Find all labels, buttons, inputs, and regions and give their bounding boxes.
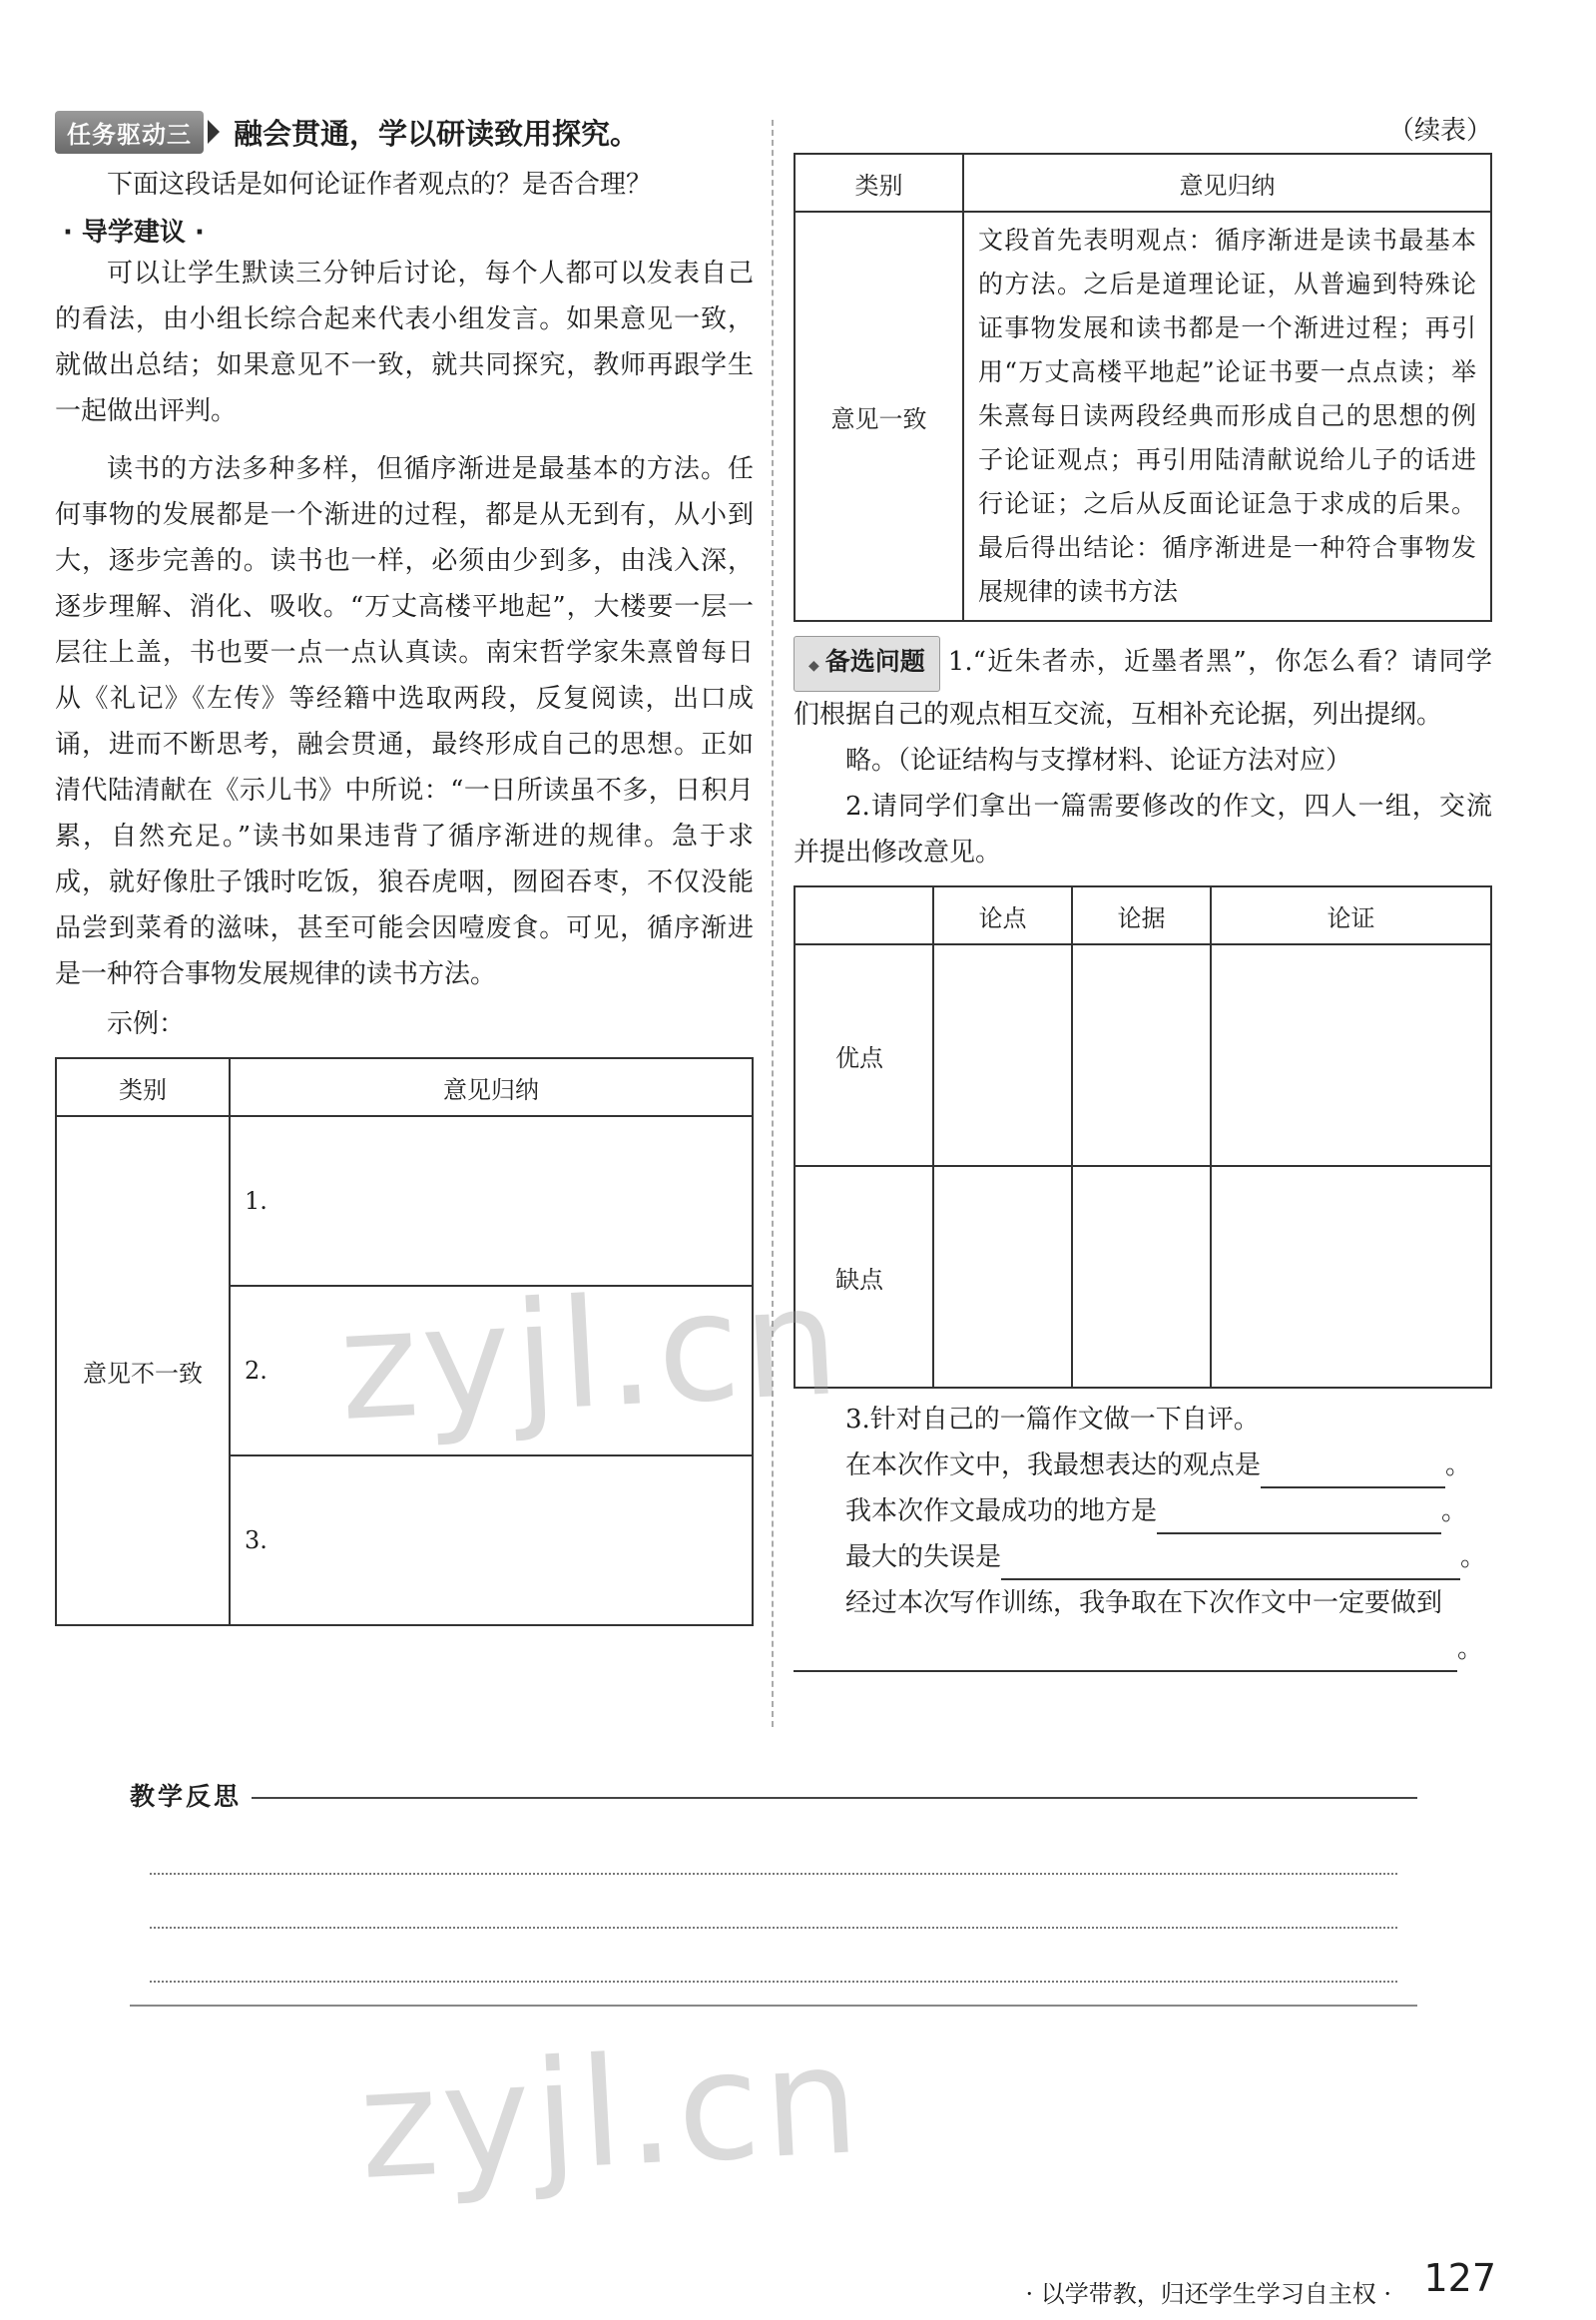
question-1-text: 1.“近朱者赤，近墨者黑”，你怎么看？请同学们根据自己的观点相互交流，互相补充论据，列出提纲。 [794,647,1492,730]
table-header: 论点 [933,886,1072,944]
prompt-text: 我本次作文最成功的地方是 [845,1496,1158,1526]
table-header: 论据 [1072,886,1211,944]
guide-text: 可以让学生默读三分钟后讨论，每个人都可以发表自己的看法，由小组长综合起来代表小组发言。如果意见一致，就做出总结；如果意见不一致，就共同探究，教师再跟学生一起做出评判。 [55,259,754,426]
prompt-text: 在本次作文中，我最想表达的观点是 [845,1450,1262,1480]
period: 。 [1460,1542,1487,1572]
answer-blank[interactable] [794,1640,1457,1672]
self-eval-line [794,1488,1492,1534]
self-eval-line [794,1626,1492,1672]
watermark: zyjl.cn [334,1254,847,1455]
answer-cell[interactable] [1072,1166,1211,1388]
table-header: 类别 [56,1058,230,1116]
prompt-text: 最大的失误是 [845,1542,1002,1572]
period: 。 [1457,1634,1484,1664]
table-header: 意见归纳 [230,1058,753,1116]
evaluation-table [794,885,1492,1389]
self-eval-line: 经过本次写作训练，我争取在下次作文中一定要做到 [845,1588,1443,1618]
answer-cell[interactable] [1211,1166,1491,1388]
row-label: 缺点 [795,1166,933,1388]
question-1 [794,636,1492,738]
answer-cell[interactable]: 1. [230,1116,753,1286]
writing-line[interactable] [150,1873,1397,1875]
page-number: 127 [1423,2256,1496,2300]
arrow-icon [208,120,220,144]
question-3: 3.针对自己的一篇作文做一下自评。 [845,1405,1260,1435]
answer-cell[interactable]: 3. [230,1455,753,1625]
period: 。 [1441,1496,1468,1526]
answer-blank[interactable] [1157,1502,1441,1534]
footer-slogan: · 以学带教，归还学生学习自主权 · [1025,2280,1391,2308]
right-column [794,110,1492,1672]
answer-cell[interactable] [933,944,1072,1166]
passage-text: 读书的方法多种多样，但循序渐进是最基本的方法。任何事物的发展都是一个渐进的过程，都是从无到有，从小到大，逐步完善的。读书也一样，必须由少到多，由浅入深，逐步理解、消化、吸收。“万丈高楼平地起”，大楼要一层一层往上盖，书也要一点一点认真读。南宋哲学家朱熹曾每日从《礼记》《左传》等经籍中选取两段，反复阅读，出口成诵，进而不断思考，融会贯通，最终形成自己的思想。正如清代陆清献在《示儿书》中所说：“一日所读虽不多，日积月累，自然充足。”读书如果违背了循序渐进的规律。急于求成，就好像肚子饿时吃饭，狼吞虎咽，囫囵吞枣，不仅没能品尝到菜肴的滋味，甚至可能会因噎废食。可见，循序渐进是一种符合事物发展规律的读书方法。 [55,454,754,989]
guide-label: · 导学建议 · [63,218,205,248]
answer-cell[interactable] [933,1166,1072,1388]
writing-line[interactable] [150,1981,1397,1983]
self-eval-line [794,1534,1492,1580]
reflection-title: 教学反思 [130,1782,243,1811]
question-2: 2.请同学们拿出一篇需要修改的作文，四人一组，交流并提出修改意见。 [794,792,1492,868]
question-text: 下面这段话是如何论证作者观点的？是否合理？ [107,170,653,200]
row-label: 意见一致 [795,212,963,621]
example-label: 示例： [107,1009,186,1039]
reflection-header [130,1777,1417,1813]
row-label: 优点 [795,944,933,1166]
reflection-rule [252,1797,1417,1799]
column-divider [772,120,774,1727]
answer-blank[interactable] [1261,1456,1445,1488]
answer-cell[interactable]: 2. [230,1286,753,1455]
teaching-reflection [130,1777,1417,2007]
answer-blank[interactable] [1001,1548,1460,1580]
reflection-bottom-rule [130,2005,1417,2007]
task-tag: 任务驱动三 [55,111,204,154]
table-header: 类别 [795,154,963,212]
answer-1: 略。（论证结构与支撑材料、论证方法对应） [845,746,1352,776]
answer-cell[interactable] [1211,944,1491,1166]
opinion-table-continued [794,153,1492,622]
period: 。 [1445,1450,1472,1480]
task-title: 融会贯通，学以研读致用探究。 [234,116,640,151]
task-banner [55,110,754,154]
continued-label: （续表） [1387,116,1492,146]
row-label: 意见不一致 [56,1116,230,1625]
table-header: 意见归纳 [963,154,1491,212]
table-header: 论证 [1211,886,1491,944]
optional-questions-badge: ◆ 备选问题 [794,636,940,692]
summary-cell: 文段首先表明观点：循序渐进是读书最基本的方法。之后是道理论证，从普遍到特殊论证事物发展和读书都是一个渐进过程；再引用“万丈高楼平地起”论证书要一点点读；举朱熹每日读两段经典而形成自己的思想的例子论证观点；再引用陆清献说给儿子的话进行论证；之后从反面论证急于求成的后果。最后得出结论：循序渐进是一种符合事物发展规律的读书方法 [963,212,1491,621]
watermark: zyjl.cn [354,2013,867,2214]
answer-cell[interactable] [1072,944,1211,1166]
self-eval-line [794,1443,1492,1488]
writing-line[interactable] [150,1927,1397,1929]
table-header [795,886,933,944]
